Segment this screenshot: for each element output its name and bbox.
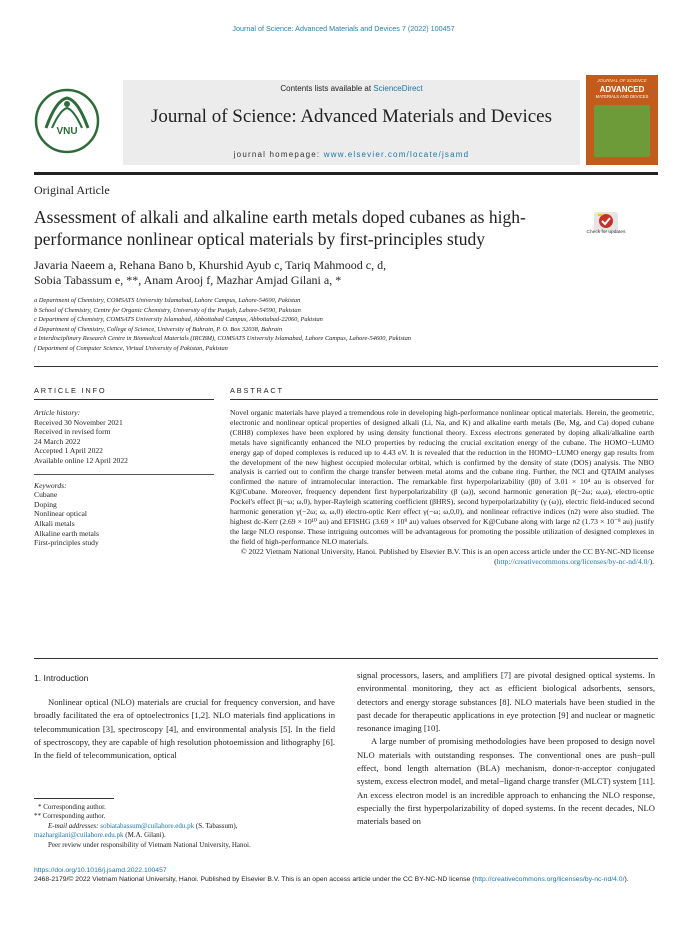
keyword: Alkali metals [34, 518, 75, 528]
history-item: 24 March 2022 [34, 436, 81, 446]
footnotes [34, 803, 335, 850]
keywords-rule [34, 474, 214, 475]
page-footer [34, 866, 658, 884]
peer-review-note: Peer review under responsibility of Vietnam National University, Hanoi. [48, 840, 251, 849]
abstract [230, 408, 654, 567]
cover-line-3: MATERIALS AND DEVICES [595, 93, 649, 99]
contents-prefix: Contents lists available at [280, 84, 374, 93]
doi-link[interactable]: https://doi.org/10.1016/j.jsamd.2022.100457 [34, 867, 167, 874]
cover-line-1: JOURNAL OF SCIENCE [597, 78, 647, 83]
copyright-prefix: © 2022 Vietnam National University, Hanoi. Published by Elsevier B.V. This is an open access article under the CC BY-NC-ND license ( [240, 546, 654, 566]
affiliations [34, 296, 654, 354]
journal-title: Journal of Science: Advanced Materials and Devices [151, 106, 552, 127]
intro-paragraph-2: A large number of promising methodologies have been proposed to design novel NLO materials with outstanding responses. The conventional ones are push−pull effect, bond length alternation (BLA) mechanism, donor-π-acceptor conjugated system, excess electron model, and metal−ligand charge transfer (MLCT) system [11]. An excess electron model is an incredible approach to enhancing the NLO response, especially the first hyperpolarizability of doped systems. In the recent decades, NLO materials based on [357, 736, 655, 827]
introduction-heading: 1. Introduction [34, 673, 89, 683]
footer-license-link[interactable]: http://creativecommons.org/licenses/by-nc-nd/4.0/ [474, 876, 625, 884]
article-info-heading: ARTICLE INFO [34, 386, 107, 395]
footnote-rule [34, 798, 114, 799]
header-rule [34, 172, 658, 175]
keywords-label: Keywords: [34, 480, 67, 490]
contents-line [123, 84, 580, 93]
cover-line-2: ADVANCED [599, 84, 645, 94]
email-link-2[interactable]: mazhargilani@cuilahore.edu.pk [34, 831, 124, 840]
corresponding-author-2: ** Corresponding author. [34, 812, 106, 821]
right-column [357, 669, 655, 829]
journal-header [123, 80, 580, 165]
keyword: First-principles study [34, 538, 99, 548]
homepage-link[interactable]: www.elsevier.com/locate/jsamd [323, 150, 470, 159]
abstract-rule [230, 399, 658, 400]
article-info-rule [34, 399, 214, 400]
intro-paragraph-1: Nonlinear optical (NLO) materials are crucial for frequency conversion, and have broadly facilitated the era of optoelectronics [1,2]. NLO materials find applications in telecommunication [3], spectroscopy [4], and environmental analysis [5]. In the field of spectroscopy, they are capable of high resolution photoemission and lithography [6]. In the field of telecommunication, optical [34, 697, 335, 761]
abstract-copyright [230, 547, 654, 567]
history-item: Available online 12 April 2022 [34, 455, 128, 465]
keyword: Alkaline earth metals [34, 528, 99, 538]
history-item: Accepted 1 April 2022 [34, 446, 103, 456]
check-for-updates-label[interactable]: Check for updates [586, 230, 626, 235]
email-name-1: (S. Tabassum), [194, 821, 238, 830]
authors-line-2: Sobia Tabassum e, **, Anam Arooj f, Mazhar Amjad Gilani a, * [34, 273, 342, 287]
email-link-1[interactable]: sobiatabassum@cuilahore.edu.pk [100, 821, 195, 830]
affiliation-b: b School of Chemistry, Centre for Organic Chemistry, University of the Punjab, Lahore-54590, Pakistan [34, 306, 301, 314]
affiliation-a: a Department of Chemistry, COMSATS University Islamabad, Lahore Campus, Lahore-54600, Pakistan [34, 297, 301, 304]
journal-homepage [123, 150, 580, 159]
license-link[interactable]: http://creativecommons.org/licenses/by-nc-nd/4.0/ [496, 556, 650, 566]
affiliation-d: d Department of Chemistry, College of Science, University of Bahrain, P. O. Box 32038, Bahrain [34, 325, 283, 333]
corresponding-author-1: * Corresponding author. [38, 803, 106, 811]
journal-cover[interactable] [586, 75, 658, 165]
email-name-2: (M.A. Gilani). [123, 831, 166, 840]
intro-paragraph-1-cont: signal processors, lasers, and amplifiers [7] are pivotal designed optical systems. In environmental monitoring, they act as efficient biological adsorbents, sensors, detectors and energy storage substances [8]. NLO materials have been studied in the past decade for therapeutic applications in eye protection [9] and nuclear or magnetic resonance imaging [10]. [357, 670, 655, 734]
abstract-text: Novel organic materials have played a tremendous role in developing high-performance nonlinear optical materials. Herein, the geometric, electronic and nonlinear optical properties of designed alkali (Li, Na, and K) and alkaline earth metals (Be, Mg, and Ca) doped cubane (C8H8) complexes have been explored by using density functional theory. Excess electrons generated by doping alkali/alkaline earth metals have significantly enhanced the NLO properties by reducing the crucial excitation energy of the cubane. The HOMO−LUMO energy gap of doped complexes is reduced up to 4.43 eV. It is revealed that the reduction in the HOMO−LUMO energy gap results from the development of the new highest occupied molecular orbital, which is confirmed by the density of state (DOS) analysis. The NBO analysis is carried out to confirm the charge transfer between metal atoms and the cubane ring. Further, the NCI and QTAIM analyses confirmed the nature of intramolecular interaction. The remarkable first hyperpolarizability (β0) of 3.01 × 10⁴ au is observed for K@Cubane. Moreover, frequency dependent first hyperpolarizability (β (ω)), second harmonic generation β(−2ω; ω,ω), electro-optic Pockel's effect β(−ω; ω,0), hyper-Rayleigh scattering coefficient (βHRS), second hyperpolarizability (γ (ω)), electric field-induced second harmonic generation γ(−2ω; ω, ω,0) electro-optic Kerr effect γ(−ω; ω,0,0), and nonlinear refractive indices (n2) were also studied. The highest dc-Kerr (2.69 × 10¹⁰ au) and EFISHG (3.69 × 10⁹ au) values observed for K@Cubane along with large n2 (1.73 × 10⁻⁸ au) justify the large NLO response. These intriguing outcomes will be advantageous for promoting the possible utilization of designed complexes in the field of high-performance NLO materials. [230, 408, 654, 546]
sciencedirect-link[interactable]: ScienceDirect [373, 84, 423, 93]
homepage-prefix: journal homepage: [233, 150, 324, 159]
history-label: Article history: [34, 408, 81, 417]
abstract-heading: ABSTRACT [230, 386, 284, 395]
history-item: Received in revised form [34, 427, 111, 437]
affiliation-c: c Department of Chemistry, COMSATS University Islamabad, Abbottabad Campus, Abbottabad-22060, Pakistan [34, 316, 323, 324]
email-line-2 [34, 831, 335, 840]
author-list [34, 258, 644, 288]
affiliation-f: f Department of Computer Science, Virtual University of Pakistan, Pakistan [34, 344, 228, 352]
copyright-suffix: ). [649, 556, 654, 566]
article-info [34, 408, 214, 548]
keyword: Cubane [34, 490, 58, 500]
license-prefix: 2468-2179/© 2022 Vietnam National University, Hanoi. Published by Elsevier B.V. This is an open access article under the CC BY-NC-ND license ( [34, 876, 475, 884]
affiliation-rule [34, 366, 658, 367]
keyword: Nonlinear optical [34, 509, 87, 519]
journal-reference[interactable]: Journal of Science: Advanced Materials and Devices 7 (2022) 100457 [232, 24, 455, 33]
left-column [34, 696, 335, 762]
article-title: Assessment of alkali and alkaline earth metals doped cubanes as high-performance nonlinear optical materials by first-principles study [34, 207, 526, 249]
abstract-bottom-rule [34, 658, 658, 659]
license-suffix: ). [624, 876, 629, 884]
check-for-updates-icon[interactable] [589, 210, 623, 246]
logo-text: VNU [56, 126, 78, 137]
history-item: Received 30 November 2021 [34, 417, 123, 427]
article-type: Original Article [34, 183, 110, 197]
authors-line-1: Javaria Naeem a, Rehana Bano b, Khurshid Ayub c, Tariq Mahmood c, d, [34, 258, 387, 272]
email-addresses [34, 822, 335, 831]
cover-artwork [594, 105, 650, 157]
affiliation-e: e Interdisciplinary Research Centre in Biomedical Materials (IRCBM), COMSATS University Islamabad, Lahore Campus, Lahore-54600, Pakistan [34, 335, 411, 343]
license-line [34, 875, 658, 884]
email-label: E-mail addresses: [48, 821, 101, 830]
vnu-logo [34, 88, 100, 154]
cover-text [590, 79, 654, 99]
keyword: Doping [34, 499, 57, 509]
